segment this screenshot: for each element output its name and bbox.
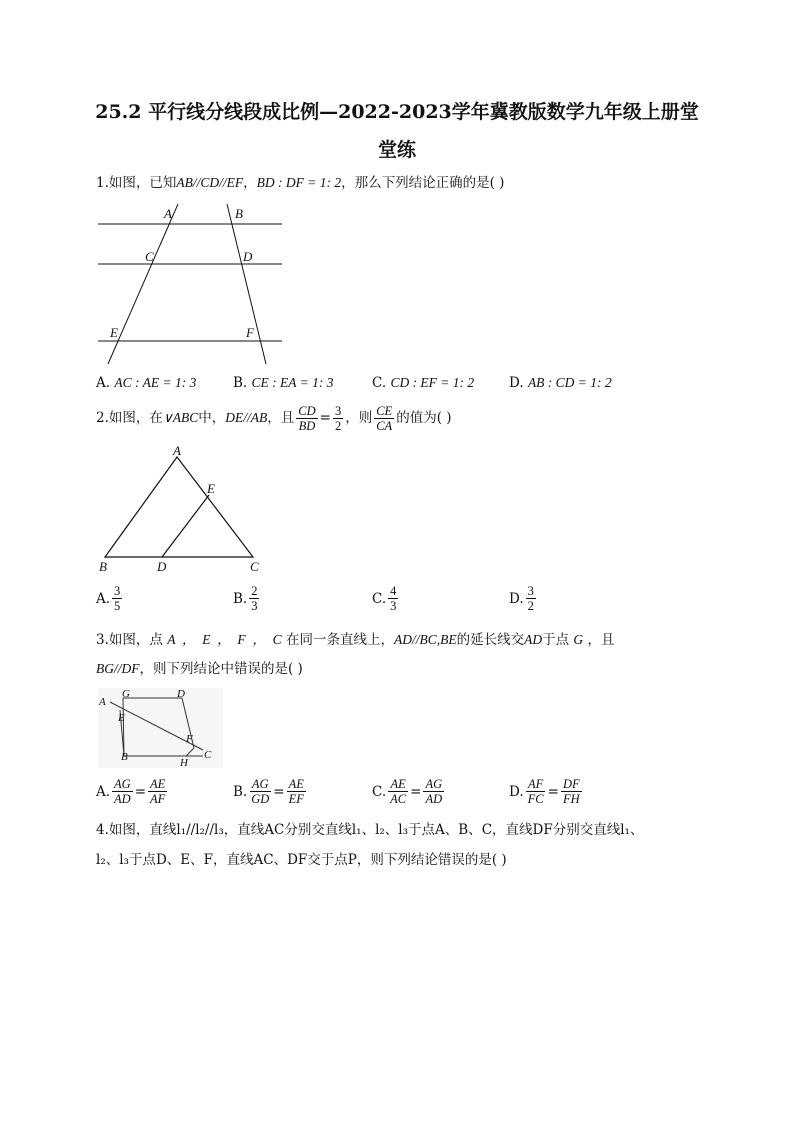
q3-option-c[interactable]: C. $\frac{AE}{AC}$ = $\frac{AG}{AD}$ xyxy=(372,777,443,806)
q3-label-c: C xyxy=(204,749,212,761)
question-3-stem-line1: 3.如图，点 A ， E ， F ， C 在同一条直线上，AD//BC,BE的延长线交AD于点 G ，且 xyxy=(96,632,615,648)
question-2-figure xyxy=(95,445,270,575)
q3-option-a[interactable]: A. $\frac{AG}{AD}$ = $\frac{AE}{AF}$ xyxy=(96,777,166,806)
q1-option-b[interactable]: B. CE : EA = 1: 3 xyxy=(233,375,334,391)
q2-label-a: A xyxy=(173,445,181,458)
q3-label-f: F xyxy=(186,733,193,745)
q2-label-b: B xyxy=(99,559,107,574)
question-1-stem: 1.如图，已知AB//CD//EF，BD : DF = 1: 2，那么下列结论正确的是( ) xyxy=(96,175,505,191)
q3-label-g: G xyxy=(122,688,130,700)
question-3-figure xyxy=(98,688,223,768)
q2-option-a[interactable]: A. $\frac{3}{5}$ xyxy=(96,584,121,613)
q1-label-f: F xyxy=(246,325,254,340)
q1-label-e: E xyxy=(110,325,118,340)
q2-option-c[interactable]: C. $\frac{4}{3}$ xyxy=(372,584,397,613)
q3-option-d[interactable]: D. $\frac{AF}{FC}$ = $\frac{DF}{FH}$ xyxy=(509,777,580,806)
q3-label-h: H xyxy=(180,757,188,768)
q2-option-b[interactable]: B. $\frac{2}{3}$ xyxy=(233,584,258,613)
q3-option-b[interactable]: B. $\frac{AG}{GD}$ = $\frac{AE}{EF}$ xyxy=(233,777,304,806)
question-1-figure xyxy=(90,200,290,370)
q1-option-c[interactable]: C. CD : EF = 1: 2 xyxy=(372,375,475,391)
q1-label-c: C xyxy=(145,249,154,264)
q3-label-d: D xyxy=(177,688,185,700)
q2-label-e: E xyxy=(207,481,215,496)
page-title-line2: 堂练 xyxy=(377,139,416,161)
q1-label-d: D xyxy=(243,249,253,264)
q2-label-c: C xyxy=(250,559,259,574)
q1-option-a[interactable]: A. AC : AE = 1: 3 xyxy=(96,375,197,391)
page-title-line1: 25.2 平行线分线段成比例—2022-2023学年冀教版数学九年级上册堂 xyxy=(95,101,699,123)
q1-option-d[interactable]: D. AB : CD = 1: 2 xyxy=(509,375,612,391)
question-3-stem-line2: BG//DF，则下列结论中错误的是( ) xyxy=(96,661,303,677)
q3-label-a: A xyxy=(99,696,106,708)
question-2-stem: 2.如图，在 ∨ABC 中， DE//AB ，且 $\frac{CD}{BD}$ = $\frac{3}{2}$ ，则 $\frac{CE}{CA}$ 的值为( ) xyxy=(96,403,452,433)
q1-label-a: A xyxy=(164,206,172,221)
q2-label-d: D xyxy=(157,559,167,574)
q3-label-e: E xyxy=(118,712,125,724)
question-4-stem-line2: l₂、l₃于点D、E、F，直线AC、DF交于点P，则下列结论错误的是( ) xyxy=(96,852,507,868)
q3-label-b: B xyxy=(121,751,128,763)
q1-label-b: B xyxy=(235,206,243,221)
question-4-stem-line1: 4.如图，直线l₁//l₂//l₃，直线AC分别交直线l₁、l₂、l₃于点A、B、C，直线DF分别交直线l₁、 xyxy=(96,822,644,838)
q2-option-d[interactable]: D. $\frac{3}{2}$ xyxy=(509,584,534,613)
